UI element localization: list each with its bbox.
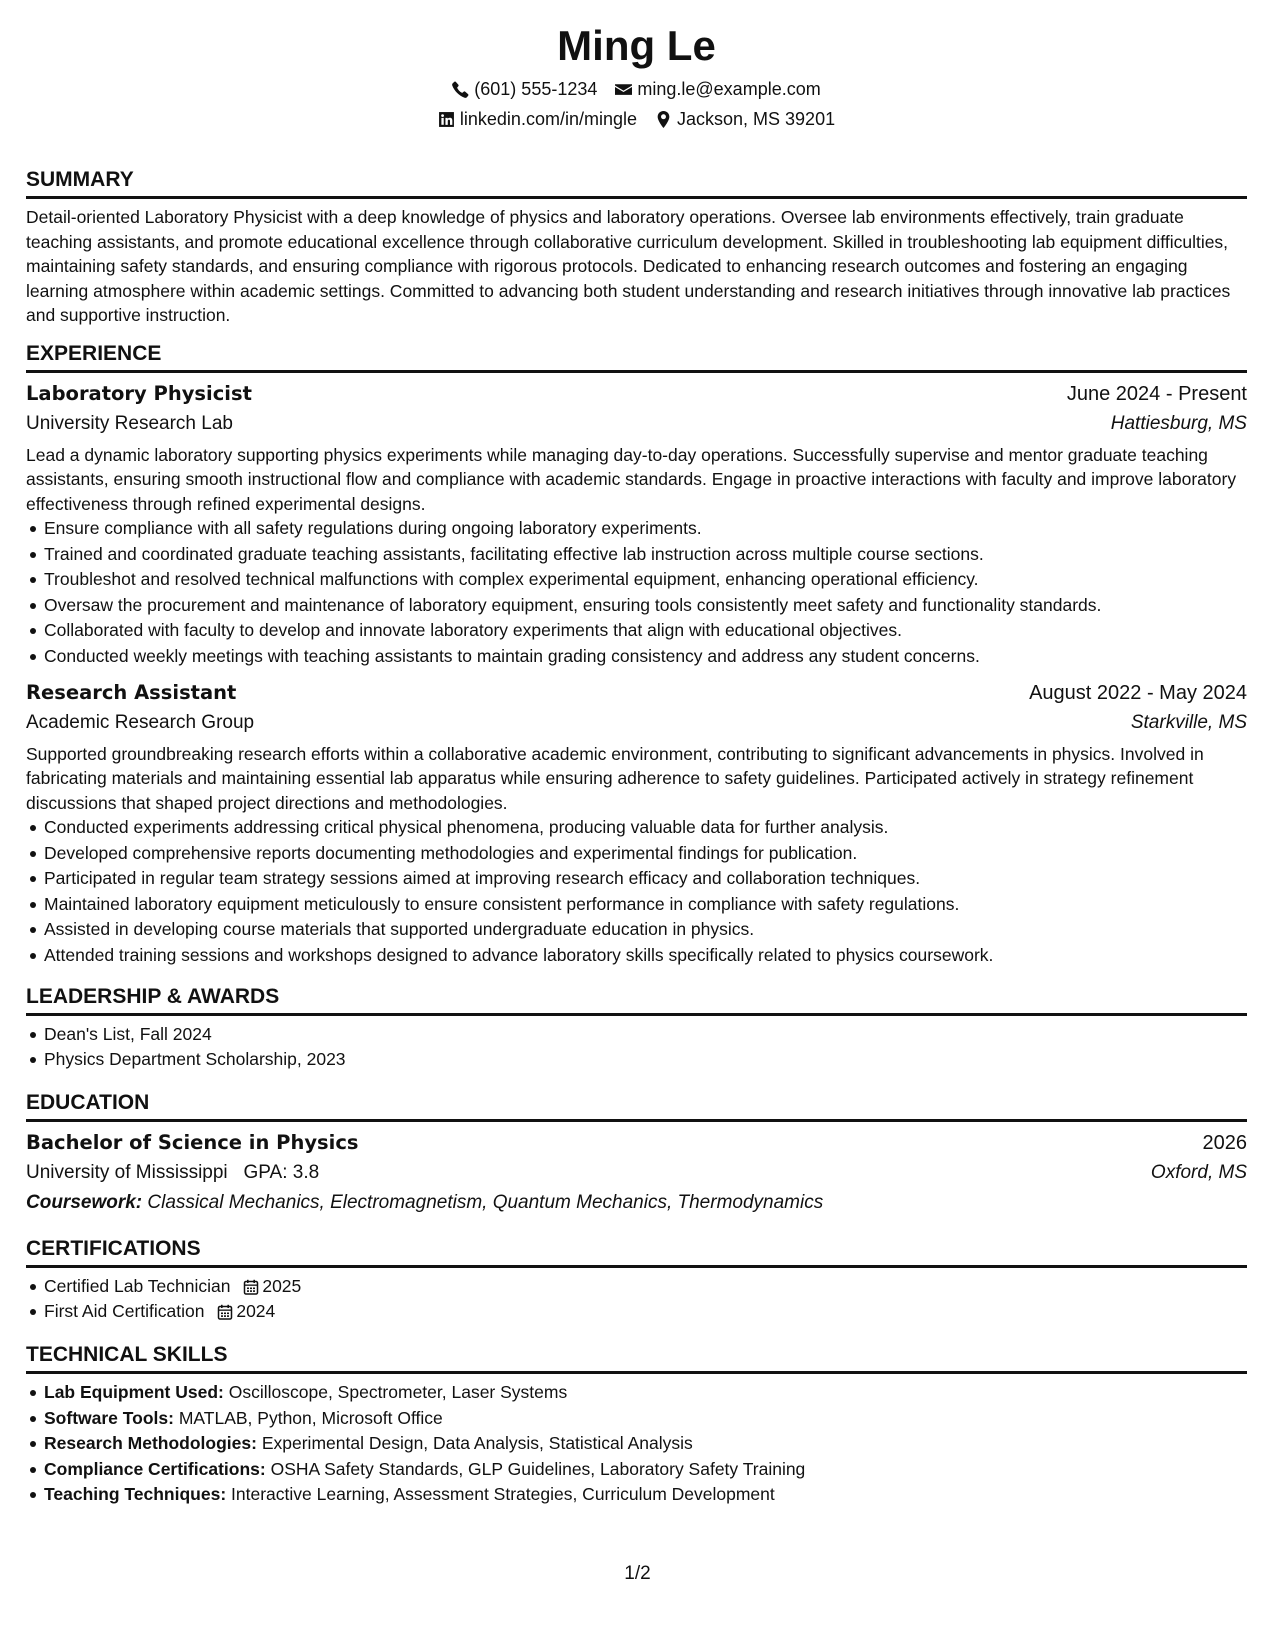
- contact-linkedin[interactable]: [438, 104, 637, 134]
- list-item: Participated in regular team strategy sessions aimed at improving research efficacy and collaboration techniques.: [44, 866, 1247, 892]
- list-item: Trained and coordinated graduate teaching assistants, facilitating effective lab instruction across multiple course sections.: [44, 542, 1247, 568]
- contact-phone: [452, 74, 597, 104]
- job-subheader: [26, 708, 1247, 738]
- list-item: Physics Department Scholarship, 2023: [44, 1047, 1247, 1073]
- certifications-list: [26, 1274, 1247, 1325]
- section-title-summary: SUMMARY: [26, 166, 1247, 199]
- certification-name: Certified Lab Technician: [44, 1275, 231, 1296]
- section-title-certifications: CERTIFICATIONS: [26, 1235, 1247, 1268]
- summary-text: Detail-oriented Laboratory Physicist with a deep knowledge of physics and laboratory operations. Oversee lab environments effectively, train graduate teaching assistants, and promote educational excellence through collaborative curriculum development. Skilled in troubleshooting lab equipment difficulties, maintaining safety standards, and ensuring compliance with rigorous protocols. Dedicated to enhancing research outcomes and fostering an engaging learning atmosphere within academic settings. Committed to advancing both student understanding and research initiatives through innovative lab practices and supportive instruction.: [26, 207, 1231, 325]
- skill-label: Lab Equipment Used:: [44, 1382, 224, 1402]
- skill-value: Oscilloscope, Spectrometer, Laser Systems: [228, 1382, 568, 1402]
- skills-list: [26, 1380, 1247, 1508]
- education-subheader: [26, 1158, 1247, 1188]
- list-item: Attended training sessions and workshops designed to advance laboratory skills specifically related to physics coursework.: [44, 943, 1247, 969]
- job-description: Lead a dynamic laboratory supporting physics experiments while managing day-to-day operations. Successfully supervise and mentor graduate teaching assistants, ensuring smooth instructional flow and compliance with academic standards. Engage in proactive interactions with faculty and improve laboratory effectiveness through refined experimental designs.: [26, 444, 1237, 514]
- list-item: Maintained laboratory equipment meticulously to ensure consistent performance in compliance with safety regulations.: [44, 892, 1247, 918]
- section-title-skills: TECHNICAL SKILLS: [26, 1341, 1247, 1374]
- certification-year: 2025: [262, 1275, 302, 1296]
- skill-label: Software Tools:: [44, 1407, 174, 1428]
- skill-label: Research Methodologies:: [44, 1433, 257, 1454]
- list-item: [44, 1299, 1247, 1325]
- skill-label: Compliance Certifications:: [44, 1458, 266, 1479]
- job-header: [26, 678, 1247, 708]
- list-item: Dean's List, Fall 2024: [44, 1022, 1247, 1048]
- location-text: Jackson, MS 39201: [677, 109, 836, 129]
- leadership-section: [26, 983, 1247, 1073]
- job-entry: [26, 379, 1247, 670]
- list-item: Ensure compliance with all safety regulations during ongoing laboratory experiments.: [44, 516, 1247, 542]
- section-title-leadership: LEADERSHIP & AWARDS: [26, 983, 1247, 1016]
- skill-value: MATLAB, Python, Microsoft Office: [178, 1407, 443, 1428]
- list-item: [44, 1380, 1247, 1406]
- school-name: University of Mississippi: [26, 1161, 228, 1183]
- list-item: Assisted in developing course materials that supported undergraduate education in physics.: [44, 917, 1247, 943]
- job-org: University Research Lab: [26, 412, 233, 434]
- leadership-list: [26, 1022, 1247, 1073]
- job-description: Supported groundbreaking research efforts within a collaborative academic environment, contributing to significant advancements in physics. Involved in fabricating materials and maintaining essential lab apparatus while ensuring adherence to safety guidelines. Participated actively in strategy refinement discussions that shaped project directions and methodologies.: [26, 743, 1204, 813]
- list-item: [44, 1431, 1247, 1457]
- list-item: Oversaw the procurement and maintenance of laboratory equipment, ensuring tools consistently meet safety and functionality standards.: [44, 593, 1247, 619]
- list-item: Conducted experiments addressing critical physical phenomena, producing valuable data for further analysis.: [44, 815, 1247, 841]
- certification-name: First Aid Certification: [44, 1301, 205, 1322]
- job-header: [26, 379, 1247, 409]
- list-item: Collaborated with faculty to develop and innovate laboratory experiments that align with educational objectives.: [44, 618, 1247, 644]
- coursework-text: Classical Mechanics, Electromagnetism, Quantum Mechanics, Thermodynamics: [147, 1191, 824, 1213]
- graduation-year: 2026: [1202, 1131, 1247, 1154]
- phone-text: (601) 555-1234: [474, 79, 598, 99]
- contact-row-1: [26, 74, 1247, 104]
- coursework-line: [26, 1188, 1247, 1217]
- contact-email[interactable]: [615, 74, 820, 104]
- skill-value: Experimental Design, Data Analysis, Statistical Analysis: [261, 1433, 693, 1454]
- calendar-icon: [243, 1279, 259, 1295]
- job-org: Academic Research Group: [26, 711, 255, 733]
- job-bullets: [26, 516, 1247, 670]
- job-entry: [26, 678, 1247, 969]
- skill-label: Teaching Techniques:: [44, 1484, 227, 1505]
- list-item: Troubleshot and resolved technical malfunctions with complex experimental equipment, enhancing operational efficiency.: [44, 567, 1247, 593]
- job-location: Hattiesburg, MS: [1110, 412, 1247, 434]
- job-bullets: [26, 815, 1247, 969]
- section-title-experience: EXPERIENCE: [26, 340, 1247, 373]
- job-dates: June 2024 - Present: [1066, 382, 1247, 405]
- skill-value: Interactive Learning, Assessment Strategies, Curriculum Development: [231, 1484, 775, 1505]
- linkedin-icon: [438, 111, 455, 128]
- linkedin-text[interactable]: linkedin.com/in/mingle: [459, 109, 637, 129]
- experience-section: [26, 340, 1247, 969]
- phone-icon: [452, 81, 469, 98]
- skill-value: OSHA Safety Standards, GLP Guidelines, Laboratory Safety Training: [270, 1458, 806, 1479]
- job-role: Research Assistant: [26, 680, 237, 704]
- envelope-icon: [615, 81, 632, 98]
- resume-page: [26, 18, 1247, 1508]
- section-title-education: EDUCATION: [26, 1089, 1247, 1122]
- degree-name: Bachelor of Science in Physics: [26, 1130, 359, 1154]
- list-item: [44, 1457, 1247, 1483]
- coursework-label: Coursework:: [26, 1191, 143, 1213]
- education-header: [26, 1128, 1247, 1158]
- list-item: [44, 1274, 1247, 1300]
- job-location: Starkville, MS: [1130, 711, 1247, 733]
- certification-year: 2024: [236, 1301, 276, 1322]
- skills-section: [26, 1341, 1247, 1508]
- list-item: Conducted weekly meetings with teaching assistants to maintain grading consistency and address any student concerns.: [44, 644, 1247, 670]
- job-subheader: [26, 409, 1247, 439]
- email-text[interactable]: ming.le@example.com: [637, 79, 821, 99]
- candidate-name: Ming Le: [557, 22, 716, 69]
- gpa-text: GPA: 3.8: [243, 1161, 320, 1183]
- school-location: Oxford, MS: [1150, 1161, 1247, 1183]
- list-item: [44, 1482, 1247, 1508]
- school-line: [26, 1158, 319, 1188]
- job-role: Laboratory Physicist: [26, 381, 252, 405]
- certifications-section: [26, 1235, 1247, 1325]
- page-number: 1/2: [624, 1563, 651, 1584]
- contact-row-2: [26, 104, 1247, 134]
- calendar-icon: [217, 1304, 233, 1320]
- list-item: Developed comprehensive reports documenting methodologies and experimental findings for publication.: [44, 841, 1247, 867]
- contact-location: [655, 104, 835, 134]
- job-dates: August 2022 - May 2024: [1029, 681, 1247, 704]
- summary-section: [26, 166, 1247, 328]
- list-item: [44, 1406, 1247, 1432]
- map-pin-icon: [655, 111, 672, 128]
- education-section: [26, 1089, 1247, 1217]
